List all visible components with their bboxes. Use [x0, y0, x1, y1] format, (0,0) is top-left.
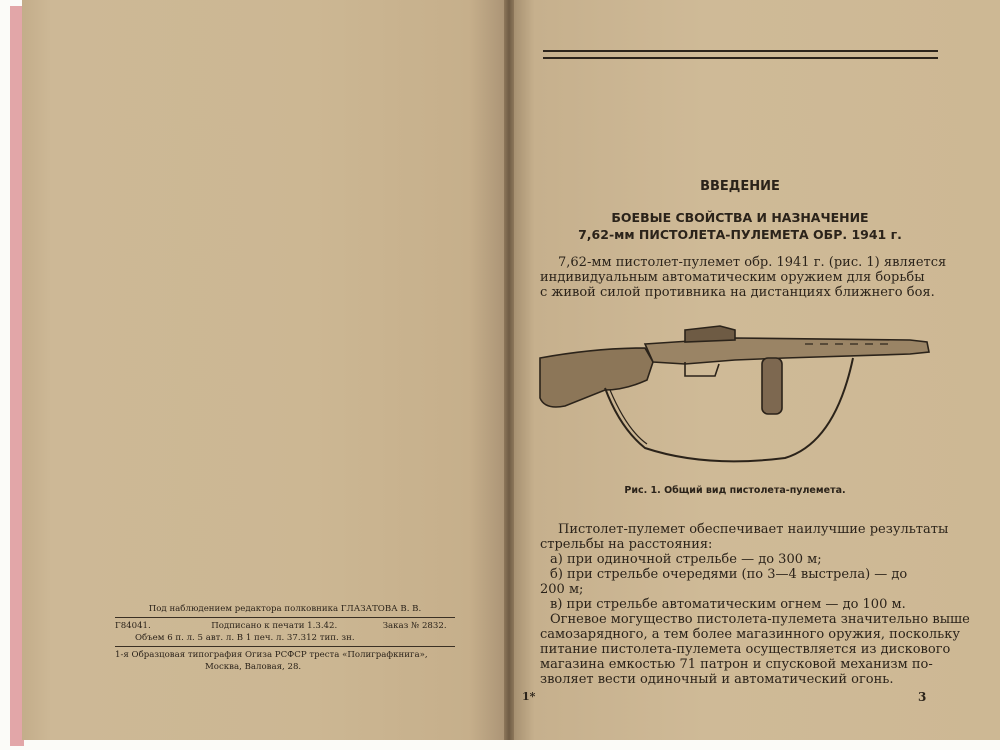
body-line: питание пистолета-пулемета осуществляется из дискового	[540, 642, 951, 657]
signature-mark: 1*	[522, 690, 536, 703]
body-line: а) при одиночной стрельбе — до 300 м;	[550, 552, 822, 567]
book-gutter	[504, 0, 514, 740]
intro-line: индивидуальным автоматическим оружием для борьбы	[540, 270, 925, 285]
figure-caption: Рис. 1. Общий вид пистолета-пулемета.	[624, 485, 846, 496]
imprint-editor: Под наблюдением редактора полковника ГЛАЗАТОВА В. В.	[148, 604, 422, 614]
intro-paragraph	[540, 255, 947, 300]
body-line: зволяет вести одиночный и автоматический огонь.	[540, 672, 894, 687]
page-heading: ВВЕДЕНИЕ	[700, 179, 780, 194]
top-double-rule	[543, 50, 938, 59]
imprint-order: Заказ № 2832.	[382, 621, 447, 631]
subheading-line-2: 7,62-мм ПИСТОЛЕТА-ПУЛЕМЕТА ОБР. 1941 г.	[578, 227, 902, 242]
imprint-signed: Подписано к печати 1.3.42.	[211, 621, 338, 631]
body-line: самозарядного, а тем более магазинного оружия, поскольку	[540, 627, 960, 642]
body-paragraph	[540, 522, 970, 687]
intro-line: с живой силой противника на дистанциях ближнего боя.	[540, 285, 935, 300]
submachine-gun-illustration	[535, 318, 935, 473]
imprint-printer: 1-я Образцовая типография Огиза РСФСР треста «Полиграфкнига»,	[115, 650, 428, 660]
body-line: 200 м;	[540, 582, 584, 597]
subheading-line-1: БОЕВЫЕ СВОЙСТВА И НАЗНАЧЕНИЕ	[611, 210, 869, 225]
imprint-volume: Объем 6 п. л. 5 авт. л. В 1 печ. л. 37.312 тип. зн.	[135, 633, 355, 643]
imprint-code: Г84041.	[115, 621, 151, 631]
page-number: 3	[918, 690, 927, 704]
body-line: б) при стрельбе очередями (по 3—4 выстрела) — до	[550, 567, 908, 582]
body-line: в) при стрельбе автоматическим огнем — до 100 м.	[550, 597, 906, 612]
body-line: Огневое могущество пистолета-пулемета значительно выше	[550, 612, 970, 627]
imprint-address: Москва, Валовая, 28.	[205, 662, 302, 672]
body-line: стрельбы на расстояния:	[540, 537, 713, 552]
imprint-print-info	[115, 620, 455, 632]
intro-line: 7,62-мм пистолет-пулемет обр. 1941 г. (рис. 1) является	[558, 255, 947, 270]
body-line: магазина емкостью 71 патрон и спусковой механизм по-	[540, 657, 933, 672]
imprint-block	[115, 603, 455, 673]
body-line: Пистолет-пулемет обеспечивает наилучшие результаты	[558, 522, 949, 537]
